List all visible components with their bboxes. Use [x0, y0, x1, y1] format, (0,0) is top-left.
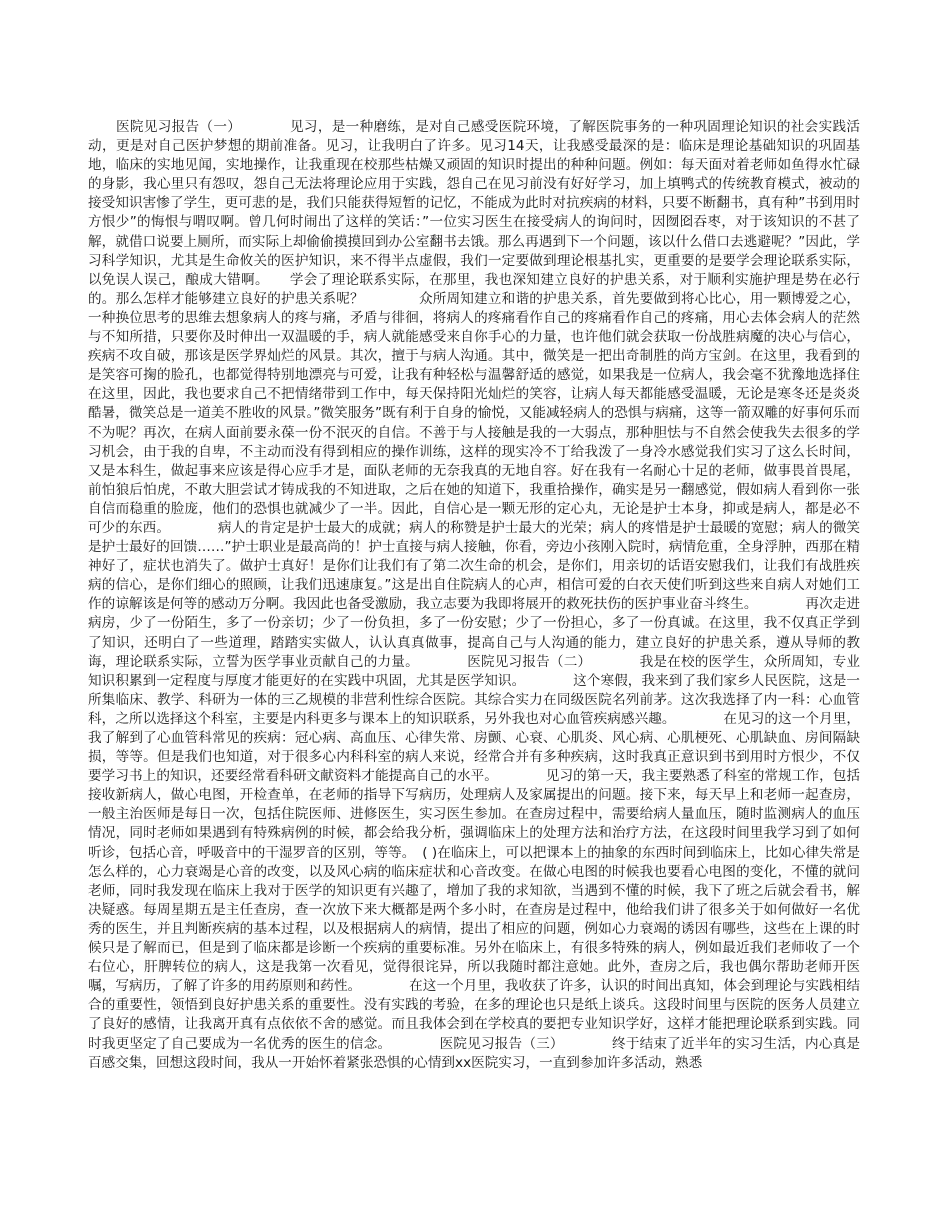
report-body-text: 医院见习报告（一） 见习，是一种磨练，是对自己感受医院环境，了解医院事务的一种巩固理论知识的社会实践活动，更是对自己医护梦想的期前准备。见习，让我明白了许多。见习14天，让我感受最深的是：临床是理论基础知识的巩固基地，临床的实地见闻，实地操作，让我重现在校那些枯燥又顽固的知识时提出的种种问题。例如：每天面对着老师如鱼得水忙碌的身影，我心里只有怨叹，怨自己无法将理论应用于实践，怨自己在见习前没有好好学习，加上填鸭式的传统教育模式，被动的接受知识害惨了学生，更可悲的是，我们只能获得短暂的记忆，不能成为此时对抗疾病的材料，只要不断翻书，真有种”书到用时方恨少”的悔恨与喟叹啊。曾几何时闹出了这样的笑话：”一位实习医生在接受病人的询问时，因囫囵吞枣，对于该知识的不甚了解，就借口说要上厕所，而实际上却偷偷摸摸回到办公室翻书去饿。那么再遇到下一个问题，该以什么借口去逃避呢？”因此，学习科学知识，尤其是生命攸关的医护知识，来不得半点虚假，我们一定要做到理论根基扎实，更重要的是要学会理论联系实际，以免误人误己，酿成大错啊。 学会了理论联系实际，在那里，我也深知建立良好的护患关系，对于顺利实施护理是势在必行的。那么怎样才能够建立良好的护患关系呢？ 众所周知建立和谐的护患关系，首先要做到将心比心，用一颗博爱之心，一种换位思考的思维去想象病人的疼与痛，矛盾与徘徊，将病人的疼痛看作自己的疼痛看作自己的疼痛，用心去体会病人的茫然与不知所措，只要你及时伸出一双温暖的手，病人就能感受来自你手心的力量，也许他们就会获取一份战胜病魔的决心与信心，疾病不攻自破，那该是医学界灿烂的风景。其次，擅于与病人沟通。其中，微笑是一把出奇制胜的尚方宝剑。在这里，我看到的是笑容可掬的脸孔，也都觉得特别地漂亮与可爱，让我有种轻松与温馨舒适的感觉，如果我是一位病人，我会毫不犹豫地选择住在这里，因此，我也要求自己不把情绪带到工作中，每天保持阳光灿烂的笑容，让病人每天都能感受温暖，无论是寒冬还是炎炎酷暑，微笑总是一道美不胜收的风景。”微笑服务”既有利于自身的愉悦，又能减轻病人的恐惧与病痛，这等一箭双雕的好事何乐而不为呢？再次，在病人面前要永葆一份不泯灭的自信。不善于与人接触是我的一大弱点，那种胆怯与不自然会使我失去很多的学习机会，由于我的自卑，不主动而没有得到相应的操作训练，这样的现实冷不丁给我泼了一身冷水感觉我们实习了这么长时间，又是本科生，做起事来应该是得心应手才是，面队老师的无奈我真的无地自容。好在我有一名耐心十足的老师，做事畏首畏尾，前怕狼后怕虎，不敢大胆尝试才铸成我的不知进取，之后在她的知道下，我重拾操作，确实是另一翻感觉，假如病人看到你一张自信而稳重的脸庞，他们的恐惧也就减少了一半。因此，自信心是一颗无形的定心丸，无论是护士本身，抑或是病人，都是必不可少的东西。 病人的肯定是护士最大的成就；病人的称赞是护士最大的光荣；病人的疼惜是护士最暖的宽慰；病人的微笑是护士最好的回馈……”护士职业是最高尚的！护士直接与病人接触，你看，旁边小孩刚入院时，病情危重，全身浮肿，西那在精神好了，症状也消失了。做护士真好！是你们让我们有了第二次生命的机会，是你们，用亲切的话语安慰我们，让我们有战胜疾病的信心，是你们细心的照顾，让我们迅速康复。”这是出自住院病人的心声，相信可爱的白衣天使们听到这些来自病人对她们工作的谅解该是何等的感动万分啊。我因此也备受激励，我立志要为我即将展开的救死扶伤的医护事业奋斗终生。 再次走进病房，少了一份陌生，多了一份亲切；少了一份负担，多了一份安慰；少了一份担心，多了一份真诚。在这里，我不仅真正学到了知识，还明白了一些道理，踏踏实实做人，认认真真做事，提高自己与人沟通的能力，建立良好的护患关系，遵从导师的教诲，理论联系实际，立誓为医学事业贡献自己的力量。 医院见习报告（二） 我是在校的医学生，众所周知，专业知识积累到一定程度与厚度才能更好的在实践中巩固，尤其是医学知识。 这个寒假，我来到了我们家乡人民医院，这是一所集临床、教学、科研为一体的三乙规模的非营利性综合医院。其综合实力在同级医院名列前茅。这次我选择了内一科：心血管科，之所以选择这个科室，主要是内科更多与课本上的知识联系，另外我也对心血管疾病感兴趣。 在见习的这一个月里，我了解到了心血管科常见的疾病：冠心病、高血压、心律失常、房颤、心衰、心肌炎、风心病、心肌梗死、心肌缺血、房间隔缺损，等等。但是我们也知道，对于很多心内科科室的病人来说，经常合并有多种疾病，这时我真正意识到书到用时方恨少，不仅要学习书上的知识，还要经常看科研文献资料才能提高自己的水平。 见习的第一天，我主要熟悉了科室的常规工作，包括接收新病人，做心电图，开检查单，在老师的指导下写病历，处理病人及家属提出的问题。接下来，每天早上和老师一起查房，一般主治医师是每日一次，包括住院医师、进修医生，实习医生参加。在查房过程中，需要给病人量血压，随时监测病人的血压情况，同时老师如果遇到有特殊病例的时候，都会给我分析，强调临床上的处理方法和治疗方法，在这段时间里我学习到了如何听诊，包括心音，呼吸音中的干湿罗音的区别，等等。 ( )在临床上，可以把课本上的抽象的东西时间到临床上，比如心律失常是怎么样的，心力衰竭是心音的改变，以及风心病的临床症状和心音改变。在做心电图的时候我也要看心电图的变化，不懂的就问老师，同时我发现在临床上我对于医学的知识更有兴趣了，增加了我的求知欲，当遇到不懂的时候，我下了班之后就会看书，解决疑惑。每周星期五是主任查房，查一次放下来大概都是两个多小时，在查房是过程中，他给我们讲了很多关于如何做好一名优秀的医生，并且判断疾病的基本过程，以及根据病人的病情，提出了相应的问题，例如心力衰竭的诱因有哪些，这些在上课的时候只是了解而已，但是到了临床都是诊断一个疾病的重要标准。另外在临床上，有很多特殊的病人，例如最近我们老师收了一个右位心，肝脾转位的病人，这是我第一次看见，觉得很诧异，所以我随时都注意她。此外，查房之后，我也偶尔帮助老师开医嘱，写病历，了解了许多的用药原则和药性。 在这一个月里，我收获了许多，认识的时间出真知，体会到理论与实践相结合的重要性，领悟到良好护患关系的重要性。没有实践的考验，在多的理论也只是纸上谈兵。这段时间里与医院的医务人员建立了良好的感情，让我离开真有点依依不舍的感觉。而且我体会到在学校真的要把专业知识学好，这样才能把理论联系到实践。同时我更坚定了自己要成为一名优秀的医生的信念。 医院见习报告（三） 终于结束了近半年的实习生活，内心真是百感交集，回想这段时间，我从一开始怀着紧张恐惧的心情到xx医院实习，一直到参加许多活动，熟悉: [88, 119, 860, 1071]
document-page: [88, 118, 860, 1218]
